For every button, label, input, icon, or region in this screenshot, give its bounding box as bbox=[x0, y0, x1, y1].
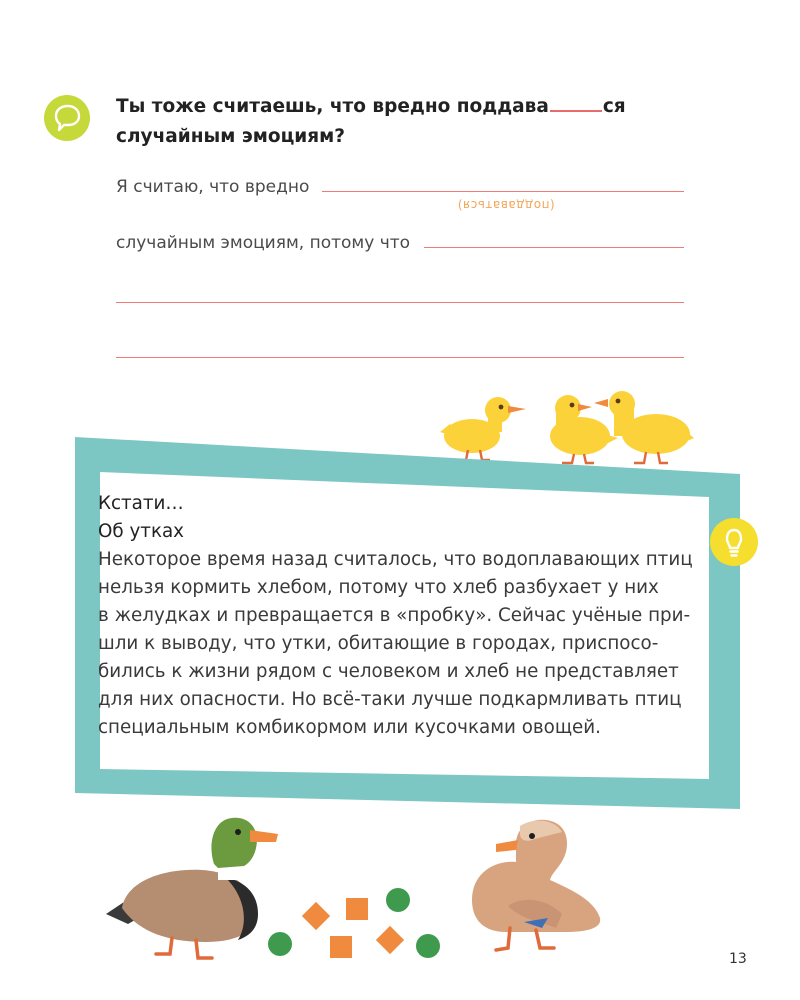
fact-line: Некоторое время назад считалось, что водоплавающих птиц bbox=[98, 549, 693, 570]
fact-title: Об утках bbox=[98, 521, 185, 542]
question-blank bbox=[550, 98, 602, 112]
question-line1-end: ся bbox=[602, 96, 626, 117]
fact-kicker: Кстати… bbox=[98, 493, 184, 514]
fact-line: специальным комбикормом или кусочками овощей. bbox=[98, 717, 601, 738]
fact-line: в желудках и превращается в «пробку». Сейчас учёные при- bbox=[98, 605, 691, 626]
fact-line: шли к выводу, что утки, обитающие в городах, приспосо- bbox=[98, 633, 659, 654]
fact-line: нельзя кормить хлебом, потому что хлеб разбухает у них bbox=[98, 577, 659, 598]
fact-line: для них опасности. Но всё-таки лучше подкармливать птиц bbox=[98, 689, 682, 710]
fact-box bbox=[98, 490, 700, 782]
answer-line2-text: случайным эмоциям, потому что bbox=[116, 233, 411, 253]
mallard-illustration bbox=[102, 808, 282, 964]
answer-line-2[interactable] bbox=[424, 247, 684, 248]
question-line2: случайным эмоциям? bbox=[116, 126, 346, 147]
answer-line-3[interactable] bbox=[116, 302, 684, 303]
page-number: 13 bbox=[729, 951, 747, 967]
lightbulb-icon bbox=[710, 518, 758, 566]
hen-duck-illustration bbox=[452, 810, 612, 960]
fact-line: бились к жизни рядом с человеком и хлеб не представляет bbox=[98, 661, 679, 682]
answer-line-1[interactable] bbox=[322, 191, 684, 192]
answer-hint: (поддаваться) bbox=[457, 198, 555, 212]
question-line1-start: Ты тоже считаешь, что вредно поддава bbox=[116, 96, 549, 117]
speech-bubble-icon bbox=[44, 95, 90, 141]
answer-line-4[interactable] bbox=[116, 357, 684, 358]
question-text bbox=[116, 92, 676, 152]
feed-pieces bbox=[262, 884, 444, 960]
answer-line1-text: Я считаю, что вредно bbox=[116, 177, 310, 197]
